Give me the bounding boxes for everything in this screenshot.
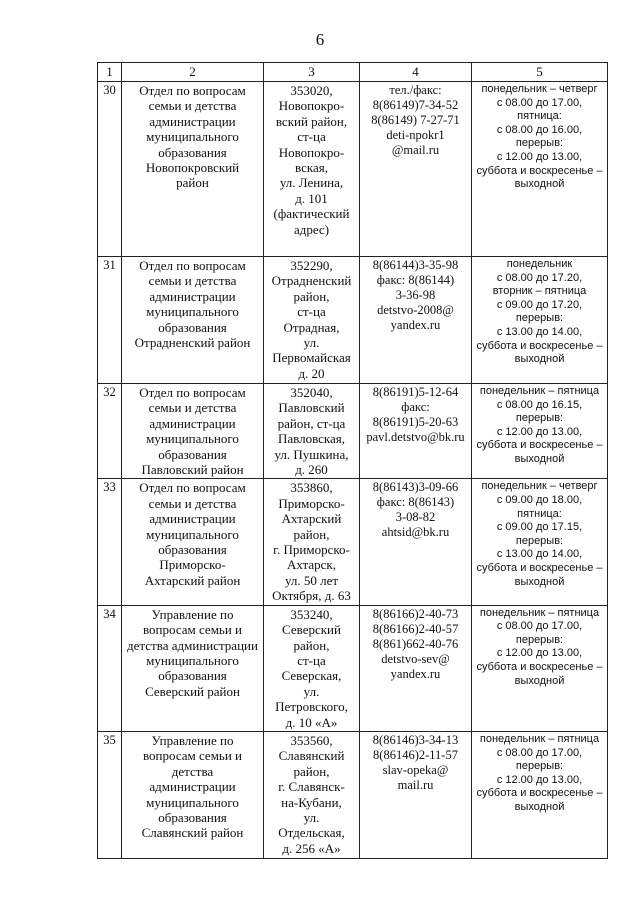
cell-line: Отдел по вопросам [139, 480, 246, 496]
cell-line: с 13.00 до 14.00, [496, 325, 583, 338]
cell-line: с 09.00 до 17.15, [496, 521, 583, 534]
cell-line: с 12.00 до 13.00, [496, 647, 583, 660]
row-number-cell: 33 [98, 479, 122, 605]
cell-line: район, [293, 637, 330, 653]
cell-line: Октября, д. 63 [272, 588, 351, 604]
column-header-1: 1 [98, 63, 122, 82]
cell-line: суббота и воскресенье – [476, 339, 603, 352]
cell-line: 8(86143)3-09-66 [372, 480, 459, 495]
cell-line: Славянский [278, 748, 345, 764]
cell-line: факс: [401, 400, 430, 414]
cell-line: понедельник – пятница [479, 385, 600, 397]
cell-line: Петровского, [275, 699, 348, 715]
cell-line: муниципального [146, 794, 239, 810]
cell-line: Новопокро- [278, 144, 345, 160]
cell-line: Отдельская, [278, 825, 345, 841]
cell-line: понедельник [506, 258, 573, 270]
working-hours-cell [472, 82, 608, 257]
cell-line: детства администрации [127, 637, 258, 653]
cell-line: детства [171, 763, 214, 779]
cell-line: Отрадненский район [134, 335, 251, 351]
cell-line: семьи и детства [148, 98, 237, 114]
contact-cell [360, 479, 472, 605]
cell-line: понедельник – четверг [481, 83, 598, 95]
cell-line: образования [158, 144, 227, 160]
contact-cell [360, 82, 472, 257]
cell-line: с 08.00 до 17.00, [496, 620, 583, 633]
department-cell [122, 384, 264, 479]
table-row [98, 82, 608, 257]
cell-line: Отдел по вопросам [139, 83, 246, 98]
cell-line: с 08.00 до 17.00, [496, 96, 583, 109]
cell-line: ул. Ленина, [279, 175, 344, 191]
cell-line: с 09.00 до 17.20, [496, 298, 583, 311]
cell-line: 353560, [290, 732, 333, 748]
cell-line: @mail.ru [391, 143, 440, 157]
cell-line: д. 10 «А» [285, 714, 338, 730]
cell-line: Новопокро- [278, 98, 345, 114]
cell-line: район, [293, 526, 330, 542]
address-cell [264, 257, 360, 384]
cell-line: пятница: [517, 507, 562, 520]
cell-line: вская, [295, 160, 328, 176]
cell-line: суббота и воскресенье – [476, 562, 603, 574]
table-body [98, 82, 608, 859]
cell-line: yandex.ru [390, 318, 441, 332]
row-number-cell: 30 [98, 82, 122, 257]
row-number-cell: 34 [98, 605, 122, 731]
cell-line: Павловский район [141, 462, 244, 478]
cell-line: д. 101 [295, 190, 328, 206]
cell-line: ahtsid@bk.ru [381, 525, 450, 540]
cell-line: муниципального [146, 304, 239, 320]
cell-line: yandex.ru [390, 666, 441, 681]
cell-line: 353240, [290, 606, 333, 622]
working-hours-cell [472, 257, 608, 384]
cell-line: Управление по [151, 606, 234, 622]
department-cell [122, 257, 264, 384]
cell-line: Отрадненский [271, 273, 352, 289]
cell-line: перерыв: [515, 760, 564, 773]
cell-line: суббота и воскресенье – [476, 661, 603, 674]
cell-line: муниципального [146, 431, 239, 447]
department-cell [122, 479, 264, 605]
cell-line: Отрадная, [283, 319, 340, 335]
cell-line: 353860, [290, 480, 333, 496]
cell-line: перерыв: [515, 633, 564, 646]
cell-line: mail.ru [397, 777, 434, 792]
cell-line: тел./факс: [389, 83, 442, 97]
cell-line: выходной [514, 800, 565, 813]
cell-line: 352040, [290, 385, 333, 400]
cell-line: вопросам семьи и [142, 748, 243, 764]
cell-line: перерыв: [515, 412, 564, 425]
cell-line: администрации [149, 511, 236, 527]
cell-line: район, [293, 763, 330, 779]
cell-line: 8(86146)3-34-13 [372, 732, 459, 747]
cell-line: муниципального [146, 526, 239, 542]
cell-line: с 12.00 до 13.00, [496, 425, 583, 438]
cell-line: район, [293, 288, 330, 304]
departments-table [97, 62, 608, 859]
cell-line: адрес) [293, 221, 330, 237]
cell-line: Приморско- [159, 557, 226, 573]
cell-line: район, ст-ца [277, 415, 346, 431]
cell-line: вопросам семьи и [142, 622, 243, 638]
cell-line: администрации [149, 415, 236, 431]
cell-line: вский район, [275, 113, 348, 129]
contact-cell [360, 731, 472, 858]
column-header-5: 5 [472, 63, 608, 82]
cell-line: район [176, 175, 209, 191]
address-cell [264, 82, 360, 257]
cell-line: семьи и детства [148, 495, 237, 511]
cell-line: д. 256 «А» [282, 840, 341, 856]
row-number-cell: 32 [98, 384, 122, 479]
cell-line: образования [158, 809, 227, 825]
cell-line: detstvo-2008@ [377, 303, 454, 317]
cell-line: 8(86149)7-34-52 [372, 98, 459, 112]
cell-line: ст-ца [297, 304, 326, 320]
cell-line: с 13.00 до 14.00, [496, 548, 583, 561]
cell-line: перерыв: [515, 312, 564, 325]
cell-line: выходной [514, 353, 565, 366]
cell-line: deti-npokr1 [386, 128, 445, 142]
cell-line: 8(86166)2-40-73 [372, 606, 459, 621]
cell-line: 353020, [290, 83, 333, 98]
cell-line: Северская, [281, 668, 342, 684]
cell-line: 3-36-98 [395, 288, 436, 302]
cell-line: факс: 8(86144) [376, 273, 455, 287]
column-header-3: 3 [264, 63, 360, 82]
contact-cell [360, 257, 472, 384]
cell-line: ст-ца [297, 652, 326, 668]
cell-line: суббота и воскресенье – [476, 439, 603, 452]
department-cell [122, 605, 264, 731]
cell-line: семьи и детства [148, 273, 237, 289]
cell-line: ст-ца [297, 129, 326, 145]
row-number-cell: 31 [98, 257, 122, 384]
working-hours-cell [472, 479, 608, 605]
cell-line: выходной [514, 452, 565, 465]
cell-line: понедельник – четверг [481, 480, 598, 493]
department-cell [122, 82, 264, 257]
cell-line: администрации [149, 779, 236, 795]
table-row [98, 605, 608, 731]
column-header-4: 4 [360, 63, 472, 82]
cell-line: пятница: [517, 110, 562, 123]
column-header-2: 2 [122, 63, 264, 82]
table-row [98, 257, 608, 384]
cell-line: 3-08-82 [395, 510, 436, 525]
cell-line: 8(86191)5-20-63 [372, 415, 459, 429]
cell-line: образования [158, 319, 227, 335]
cell-line: Управление по [151, 732, 234, 748]
cell-line: Северский район [145, 683, 240, 699]
cell-line: 8(86191)5-12-64 [372, 385, 459, 399]
cell-line: понедельник – пятница [479, 732, 600, 745]
cell-line: Павловский [278, 400, 345, 416]
cell-line: 8(86149) 7-27-71 [371, 113, 460, 127]
cell-line: Приморско- [278, 495, 345, 511]
cell-line: факс: 8(86143) [376, 495, 455, 510]
cell-line: г. Славянск- [278, 779, 345, 795]
cell-line: выходной [514, 178, 565, 191]
cell-line: 352290, [290, 258, 333, 273]
cell-line: вторник – пятница [492, 285, 587, 298]
page-number: 6 [315, 30, 325, 49]
contact-cell [360, 605, 472, 731]
cell-line: образования [158, 668, 227, 684]
cell-line: Славянский район [141, 825, 244, 841]
cell-line: с 12.00 до 13.00, [496, 150, 583, 163]
cell-line: г. Приморско- [273, 542, 350, 558]
cell-line: муниципального [146, 129, 239, 145]
cell-line: суббота и воскресенье – [476, 787, 603, 800]
cell-line: ул. [303, 335, 320, 351]
cell-line: Ахтарск, [286, 557, 336, 573]
cell-line: с 08.00 до 16.15, [496, 398, 583, 411]
cell-line: Павловская, [277, 431, 346, 447]
cell-line: перерыв: [515, 534, 564, 547]
working-hours-cell [472, 384, 608, 479]
cell-line: 8(861)662-40-76 [372, 636, 459, 651]
table-header-row [98, 63, 608, 82]
table-row [98, 384, 608, 479]
cell-line: с 08.00 до 17.00, [496, 746, 583, 759]
cell-line: Ахтарский [281, 511, 342, 527]
cell-line: на-Кубани, [281, 794, 342, 810]
cell-line: д. 20 [298, 365, 325, 381]
working-hours-cell [472, 605, 608, 731]
cell-line: образования [158, 542, 227, 558]
address-cell [264, 384, 360, 479]
cell-line: д. 260 [295, 462, 328, 478]
cell-line: образования [158, 446, 227, 462]
cell-line: суббота и воскресенье – [476, 164, 603, 177]
cell-line: (фактический [273, 206, 350, 222]
cell-line: detstvo-sev@ [381, 651, 450, 666]
cell-line: ул. [303, 683, 320, 699]
cell-line: ул. Пушкина, [274, 446, 349, 462]
cell-line: семьи и детства [148, 400, 237, 416]
cell-line: Отдел по вопросам [139, 258, 246, 273]
cell-line: 8(86166)2-40-57 [372, 621, 459, 636]
address-cell [264, 479, 360, 605]
cell-line: Отдел по вопросам [139, 385, 246, 400]
cell-line: выходной [514, 674, 565, 687]
department-cell [122, 731, 264, 858]
cell-line: Новопокровский [145, 160, 240, 176]
cell-line: 8(86144)3-35-98 [372, 258, 459, 272]
cell-line: с 12.00 до 13.00, [496, 773, 583, 786]
cell-line: муниципального [146, 652, 239, 668]
row-number-cell: 35 [98, 731, 122, 858]
cell-line: pavl.detstvo@bk.ru [366, 430, 465, 444]
cell-line: ул. [303, 809, 320, 825]
cell-line: slav-opeka@ [382, 762, 449, 777]
working-hours-cell [472, 731, 608, 858]
address-cell [264, 731, 360, 858]
cell-line: выходной [514, 575, 565, 588]
cell-line: администрации [149, 288, 236, 304]
cell-line: Ахтарский район [144, 572, 241, 588]
cell-line: Северский [282, 622, 341, 638]
cell-line: с 08.00 до 17.20, [496, 271, 583, 284]
cell-line: ул. 50 лет [284, 572, 339, 588]
cell-line: с 08.00 до 16.00, [496, 123, 583, 136]
address-cell [264, 605, 360, 731]
contact-cell [360, 384, 472, 479]
table-row [98, 731, 608, 858]
cell-line: понедельник – пятница [479, 606, 600, 619]
cell-line: Первомайская [272, 350, 351, 366]
cell-line: с 09.00 до 18.00, [496, 494, 583, 507]
cell-line: перерыв: [515, 137, 564, 150]
table-row [98, 479, 608, 605]
cell-line: администрации [149, 113, 236, 129]
cell-line: 8(86146)2-11-57 [373, 747, 458, 762]
